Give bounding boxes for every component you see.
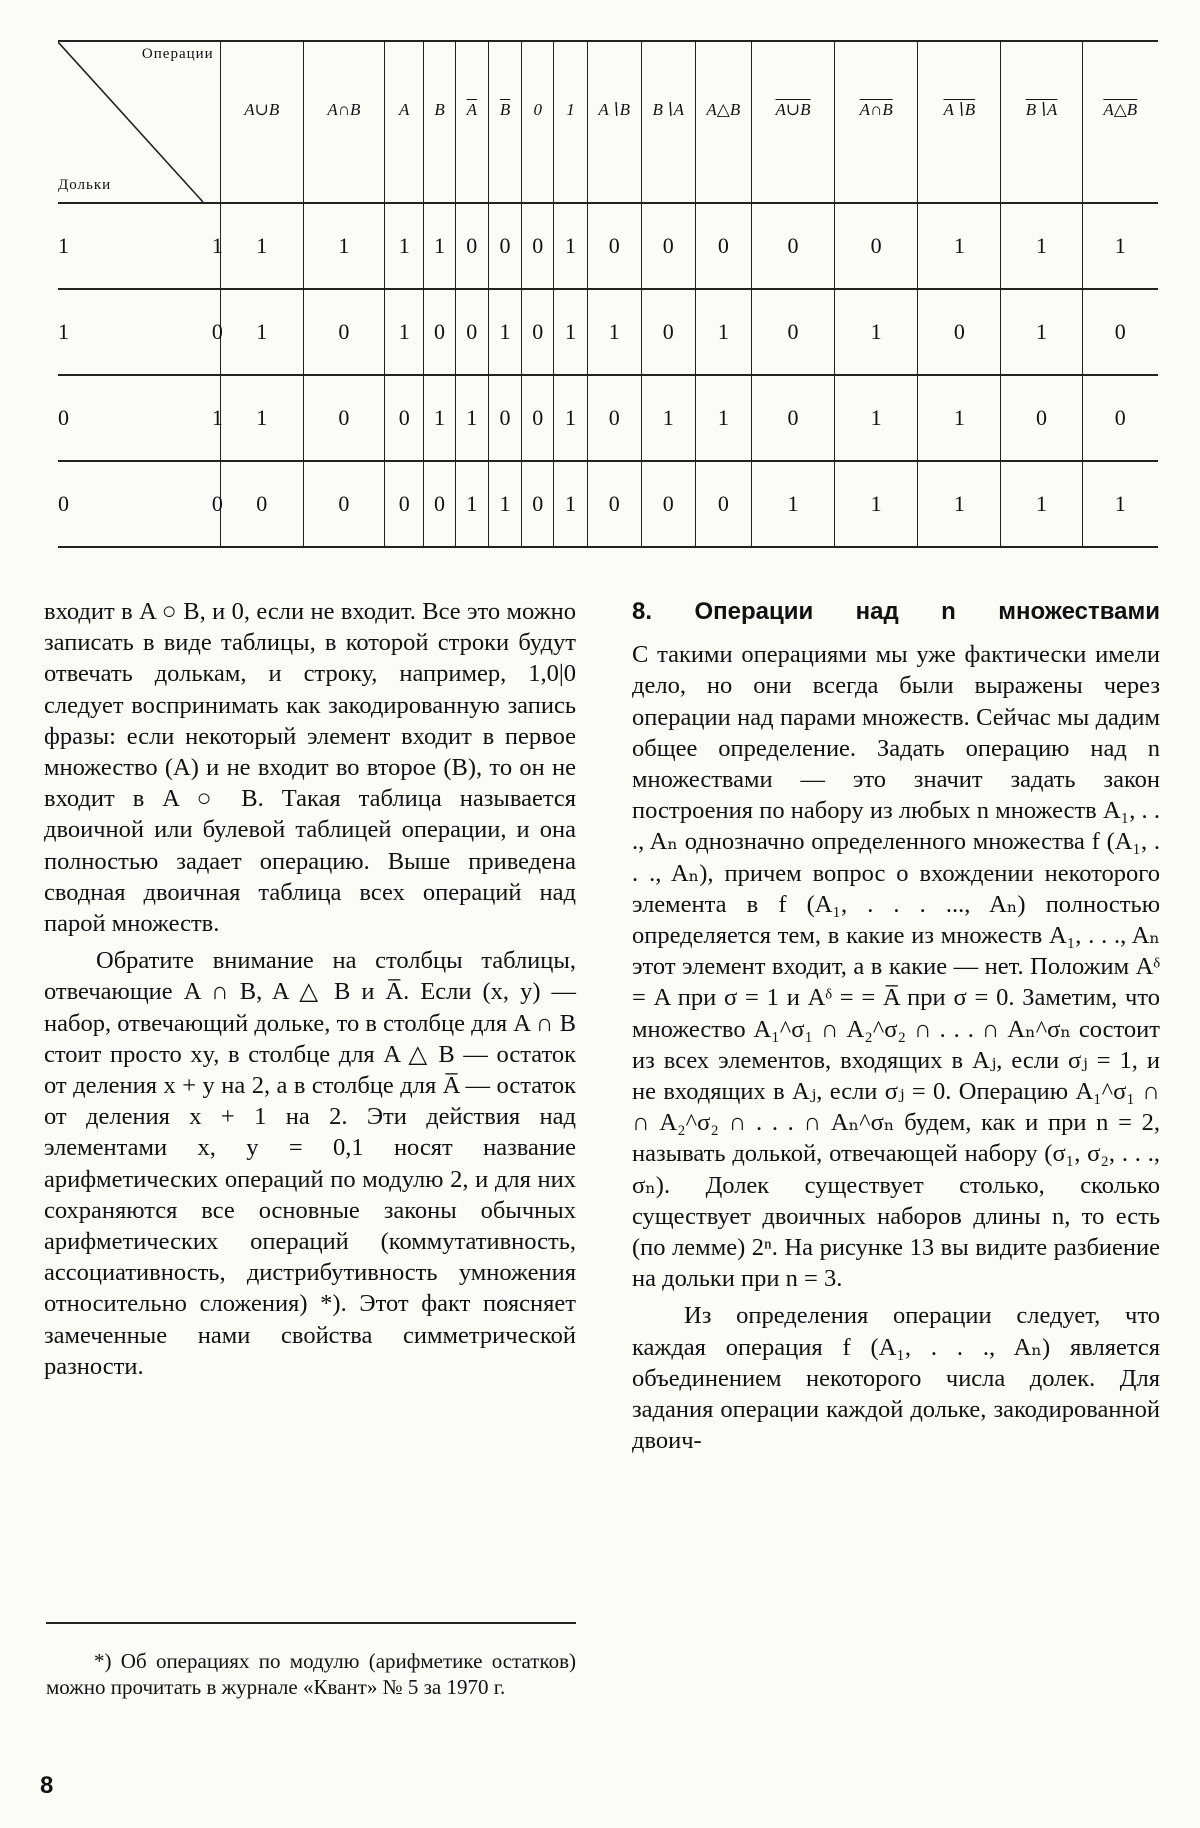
- table-cell: 1: [641, 375, 695, 461]
- paragraph: входит в A ○ B, и 0, если не входит. Все это можно записать в виде таблицы, в которой строки будут отвечать долькам, и строку, например, 1,0|0 следует воспринимать как закодированную запись фразы: если некоторый элемент входит в первое множество (A) и не входит во второе (B), то он не входит в A ○ B. Такая таблица называется двоичной или булевой таблицей операции, и она полностью задает операцию. Выше приведена сводная двоичная таблица всех операций над парой множеств.: [44, 598, 576, 938]
- table-cell: 0: [641, 289, 695, 375]
- table-cell: 1: [220, 375, 303, 461]
- column-header: A: [384, 41, 424, 203]
- paragraph: Из определения операции следует, что каждая операция f (A₁, . . ., Aₙ) является объединением некоторого числа долек. Для задания операции каждой дольке, закодированной двоич-: [632, 1302, 1160, 1455]
- table-cell: 0: [424, 461, 455, 547]
- column-header: B: [424, 41, 455, 203]
- table-cell: 0: [1082, 289, 1158, 375]
- table-cell: 0: [455, 289, 488, 375]
- table-cell: 1: [695, 375, 751, 461]
- table-cell: 1: [554, 203, 587, 289]
- table-cell: 0: [384, 461, 424, 547]
- slice-code-second: 0: [212, 289, 220, 375]
- table-cell: 1: [1082, 203, 1158, 289]
- table-cell: 0: [587, 203, 641, 289]
- slice-code-first: 0: [58, 461, 212, 547]
- slice-code-first: 1: [58, 203, 212, 289]
- paragraph: Обратите внимание на столбцы таблицы, отвечающие A ∩ B, A △ B и A̅. Если (x, y) — набор, отвечающий дольке, то в столбце для A ∩ B стоит просто xy, в столбце для A △ B — остаток от деления x + y на 2, а в столбце для A̅ — остаток от деления x + 1 на 2. Эти действия над элементами x, y = 0,1 носят название арифметических операций по модулю 2, и для них сохраняются все основные законы обычных арифметических операций (коммутативность, ассоциативность, дистрибутивность умножения относительно сложения) *). Этот факт поясняет замеченные нами свойства симметрической разности.: [44, 947, 576, 1380]
- table-cell: 0: [695, 203, 751, 289]
- slice-code-second: 1: [212, 203, 220, 289]
- table-cell: 1: [835, 461, 918, 547]
- table-cell: 1: [220, 289, 303, 375]
- table-row: [58, 289, 1158, 375]
- binary-operations-table: [58, 40, 1158, 548]
- column-header: A△B: [695, 41, 751, 203]
- table-cell: 0: [522, 289, 554, 375]
- table-cell: 0: [424, 289, 455, 375]
- table-cell: 0: [220, 461, 303, 547]
- column-header: 1: [554, 41, 587, 203]
- table-cell: 0: [751, 375, 834, 461]
- right-text-column: [632, 596, 1160, 1456]
- table-cell: 1: [751, 461, 834, 547]
- table-cell: 1: [488, 461, 521, 547]
- left-text-column: [44, 596, 576, 1382]
- table-cell: 0: [522, 203, 554, 289]
- column-header: A△B: [1082, 41, 1158, 203]
- table-cell: 0: [835, 203, 918, 289]
- table-cell: 0: [303, 375, 384, 461]
- table-cell: 1: [424, 375, 455, 461]
- table-cell: 1: [424, 203, 455, 289]
- table-cell: 0: [587, 375, 641, 461]
- column-header: $\overline{A}$: [455, 41, 488, 203]
- slice-code-first: 0: [58, 375, 212, 461]
- table-cell: 1: [835, 375, 918, 461]
- table-cell: 0: [1001, 375, 1082, 461]
- table-cell: 1: [384, 203, 424, 289]
- slice-code-second: 1: [212, 375, 220, 461]
- table-corner-cell: [58, 41, 220, 203]
- table-cell: 1: [918, 203, 1001, 289]
- table-cell: 1: [835, 289, 918, 375]
- table-cell: 1: [455, 375, 488, 461]
- table-cell: 1: [918, 375, 1001, 461]
- table-cell: 1: [1001, 203, 1082, 289]
- slice-code-second: 0: [212, 461, 220, 547]
- corner-label-slices: Дольки: [58, 177, 112, 193]
- column-header: A∖B: [918, 41, 1001, 203]
- table-cell: 0: [455, 203, 488, 289]
- footnote: [46, 1648, 576, 1700]
- table-cell: 0: [641, 461, 695, 547]
- corner-label-operations: Операции: [141, 46, 214, 62]
- table-cell: 0: [751, 203, 834, 289]
- table-cell: 0: [303, 289, 384, 375]
- column-header: A∩B: [303, 41, 384, 203]
- column-header: B∖A: [641, 41, 695, 203]
- column-header: A∩B: [835, 41, 918, 203]
- table-cell: 1: [695, 289, 751, 375]
- table-cell: 0: [522, 375, 554, 461]
- table-cell: 1: [455, 461, 488, 547]
- footnote-divider: [46, 1622, 576, 1624]
- table-cell: 1: [554, 375, 587, 461]
- table-cell: 0: [384, 375, 424, 461]
- page-number: 8: [40, 1772, 54, 1799]
- table-cell: 1: [384, 289, 424, 375]
- table-cell: 1: [1001, 289, 1082, 375]
- column-header: $\overline{B}$: [488, 41, 521, 203]
- table-cell: 0: [695, 461, 751, 547]
- column-header: 0: [522, 41, 554, 203]
- footnote-text: *) Об операциях по модулю (арифметике остатков) можно прочитать в журнале «Квант» № 5 за 1970 г.: [46, 1649, 576, 1699]
- table-cell: 1: [554, 461, 587, 547]
- table-cell: 0: [587, 461, 641, 547]
- table-cell: 1: [554, 289, 587, 375]
- table-row: [58, 203, 1158, 289]
- table-cell: 0: [303, 461, 384, 547]
- table-header-row: [58, 41, 1158, 203]
- table-body: [58, 203, 1158, 547]
- column-header: B∖A: [1001, 41, 1082, 203]
- column-header: A∪B: [220, 41, 303, 203]
- table-cell: 0: [488, 375, 521, 461]
- table-cell: 1: [303, 203, 384, 289]
- table-cell: 1: [488, 289, 521, 375]
- column-header: A∪B: [751, 41, 834, 203]
- table-cell: 1: [587, 289, 641, 375]
- section-heading: 8. Операции над n множествами: [632, 598, 1160, 625]
- table-cell: 0: [641, 203, 695, 289]
- table-cell: 0: [751, 289, 834, 375]
- table-cell: 0: [1082, 375, 1158, 461]
- table-cell: 1: [1082, 461, 1158, 547]
- slice-code-first: 1: [58, 289, 212, 375]
- column-header: A∖B: [587, 41, 641, 203]
- table-row: [58, 461, 1158, 547]
- table-cell: 1: [918, 461, 1001, 547]
- table-cell: 1: [1001, 461, 1082, 547]
- table-row: [58, 375, 1158, 461]
- table-cell: 0: [488, 203, 521, 289]
- paragraph: С такими операциями мы уже фактически имели дело, но они всегда были выражены через операции над парами множеств. Сейчас мы дадим общее определение. Задать операцию над n множествами — это значит задать закон построения по набору из любых n множеств A₁, . . ., Aₙ однозначно определенного множества f (A₁, . . ., Aₙ), причем вопрос о вхождении некоторого элемента в f (A₁, . . . ..., Aₙ) полностью определяется тем, в какие из множеств A₁, . . ., Aₙ этот элемент входит, а в какие — нет. Положим Aᵟ = A при σ = 1 и Aᵟ = = A̅ при σ = 0. Заметим, что множество A₁^σ₁ ∩ A₂^σ₂ ∩ . . . ∩ Aₙ^σₙ состоит из всех элементов, входящих в Aⱼ, если σⱼ = 1, и не входящих в Aⱼ, если σⱼ = 0. Операцию A₁^σ₁ ∩ ∩ A₂^σ₂ ∩ . . . ∩ Aₙ^σₙ будем, как и при n = 2, называть долькой, отвечающей набору (σ₁, σ₂, . . ., σₙ). Долек существует столько, сколько существует двоичных наборов длины n, то есть (по лемме) 2ⁿ. На рисунке 13 вы видите разбиение на дольки при n = 3.: [632, 641, 1160, 1293]
- table-cell: 1: [220, 203, 303, 289]
- table-cell: 0: [918, 289, 1001, 375]
- table-cell: 0: [522, 461, 554, 547]
